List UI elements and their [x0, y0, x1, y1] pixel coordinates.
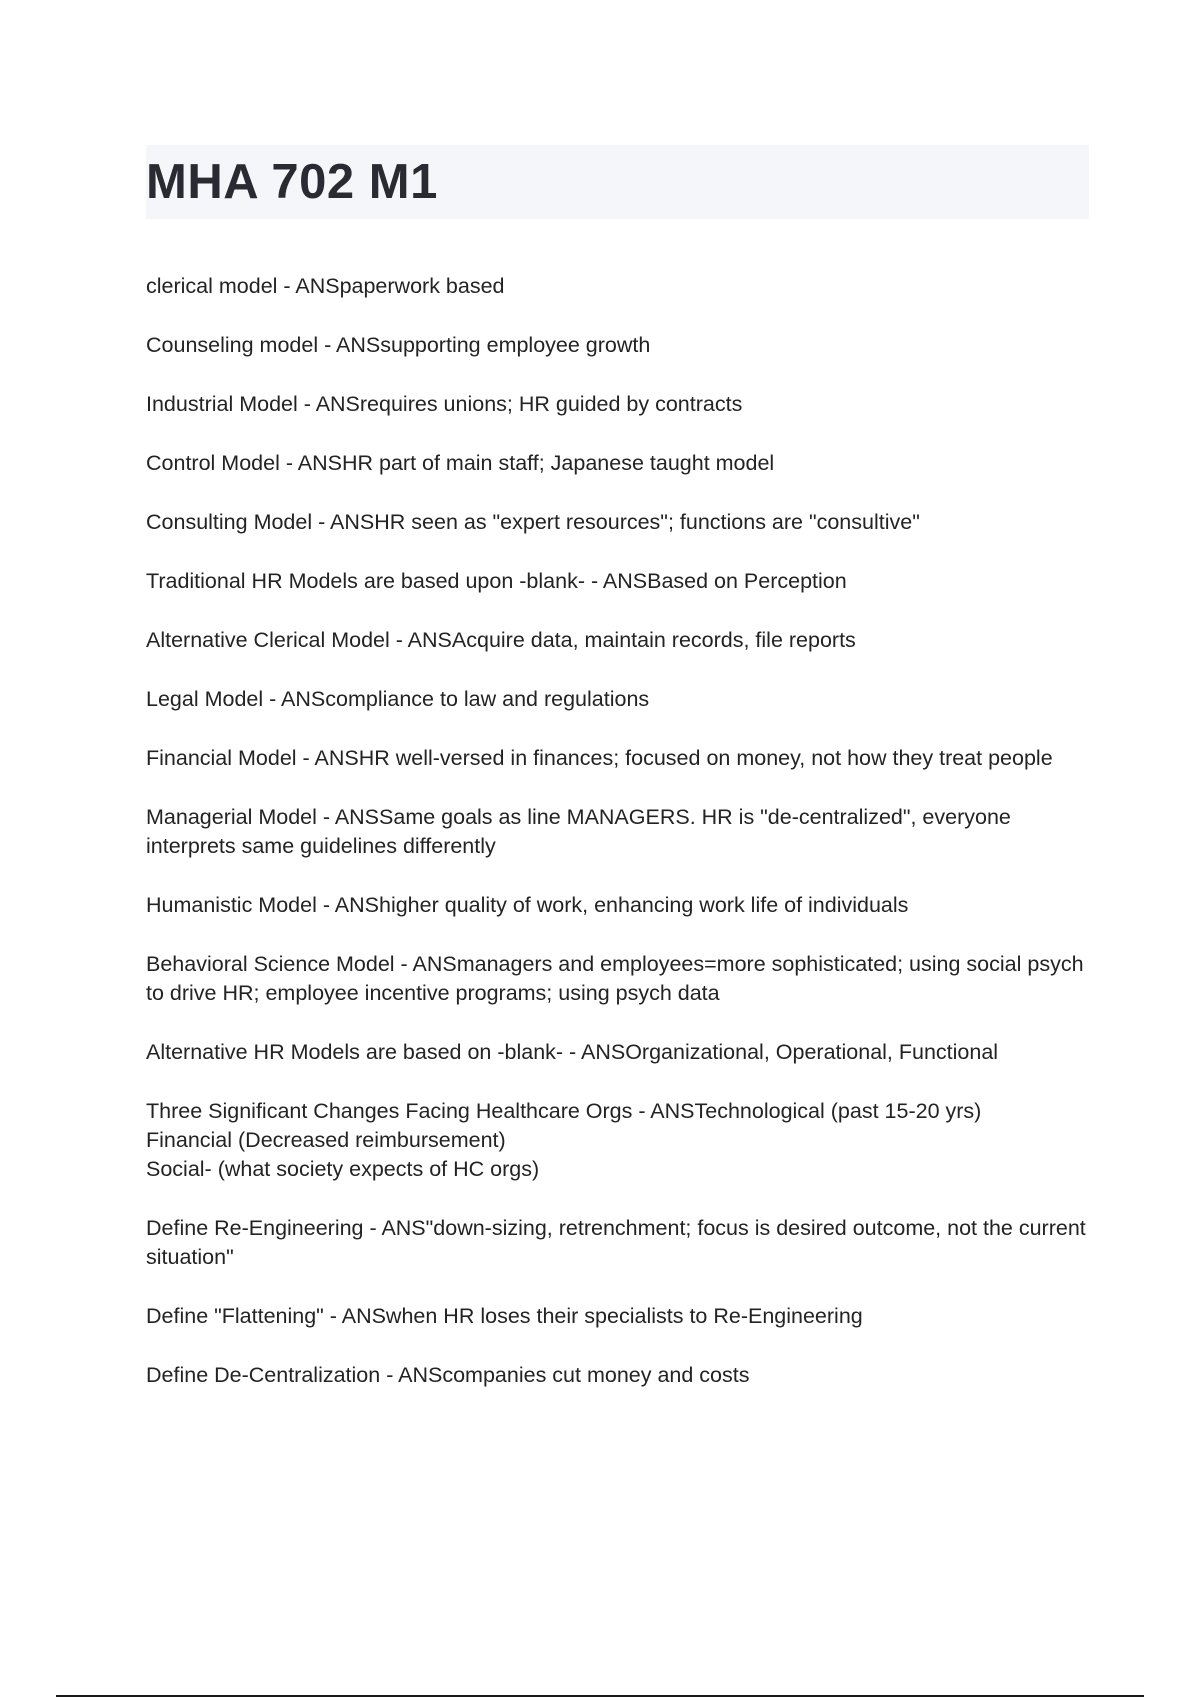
qa-entry: Counseling model - ANSsupporting employee growth: [146, 333, 651, 357]
qa-entry: Managerial Model - ANSSame goals as line MANAGERS. HR is "de-centralized", everyone interprets same guidelines differently: [146, 805, 1011, 858]
footer-divider: [56, 1695, 1144, 1697]
qa-list: [146, 272, 1096, 1420]
qa-entry: Define De-Centralization - ANScompanies cut money and costs: [146, 1363, 750, 1387]
qa-entry: Legal Model - ANScompliance to law and regulations: [146, 687, 650, 711]
qa-entry: Traditional HR Models are based upon -blank- - ANSBased on Perception: [146, 569, 847, 593]
qa-entry: Behavioral Science Model - ANSmanagers and employees=more sophisticated; using social psych to drive HR; employee incentive programs; using psych data: [146, 952, 1084, 1005]
qa-entry: clerical model - ANSpaperwork based: [146, 274, 505, 298]
page-title: MHA 702 M1: [146, 155, 438, 209]
qa-entry: Humanistic Model - ANShigher quality of work, enhancing work life of individuals: [146, 893, 909, 917]
qa-entry: Financial Model - ANSHR well-versed in finances; focused on money, not how they treat people: [146, 746, 1053, 770]
qa-entry: Define "Flattening" - ANSwhen HR loses their specialists to Re-Engineering: [146, 1304, 863, 1328]
qa-entry: Control Model - ANSHR part of main staff; Japanese taught model: [146, 451, 775, 475]
qa-entry: Define Re-Engineering - ANS"down-sizing, retrenchment; focus is desired outcome, not the current situation": [146, 1216, 1086, 1269]
qa-entry: Consulting Model - ANSHR seen as "expert resources"; functions are "consultive": [146, 510, 920, 534]
qa-entry: Industrial Model - ANSrequires unions; HR guided by contracts: [146, 392, 743, 416]
qa-entry: Three Significant Changes Facing Healthcare Orgs - ANSTechnological (past 15-20 yrs) Financial (Decreased reimbursement) Social- (what society expects of HC orgs): [146, 1099, 982, 1181]
qa-entry: Alternative HR Models are based on -blank- - ANSOrganizational, Operational, Functional: [146, 1040, 999, 1064]
qa-entry: Alternative Clerical Model - ANSAcquire data, maintain records, file reports: [146, 628, 856, 652]
